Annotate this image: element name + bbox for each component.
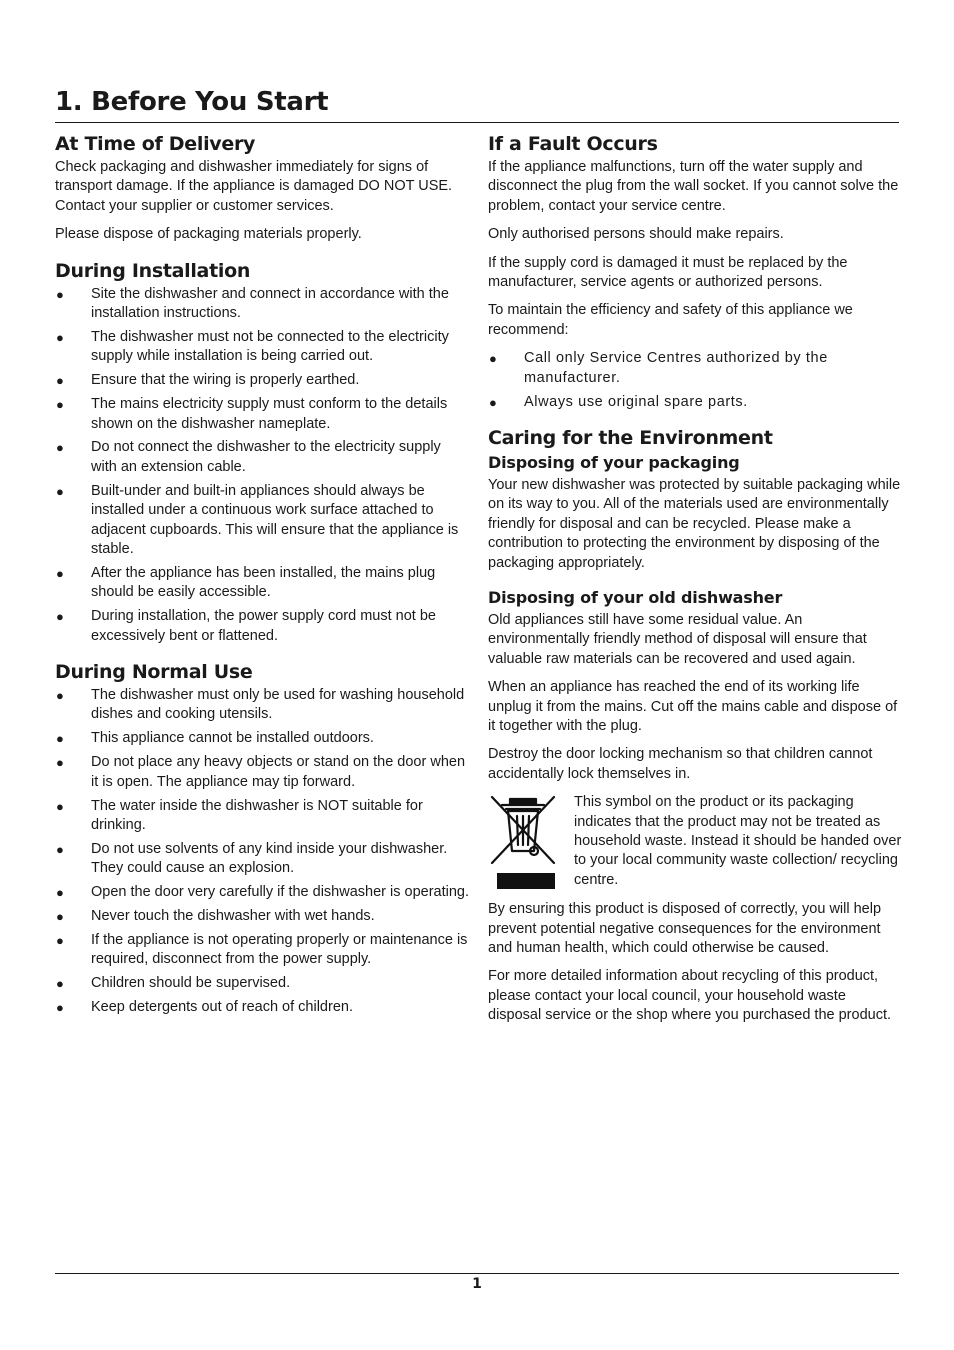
bullet-icon: ● xyxy=(56,1000,64,1016)
installation-list xyxy=(55,285,469,646)
list-item xyxy=(55,729,469,748)
weee-symbol-block xyxy=(488,793,902,891)
bullet-icon: ● xyxy=(56,373,64,389)
fault-paragraph: If the appliance malfunctions, turn off the water supply and disconnect the plug from the wall socket. If you cannot solve the problem, contact your service centre. xyxy=(488,159,899,214)
list-item xyxy=(55,686,469,725)
old-dishwasher-paragraph: When an appliance has reached the end of its working life unplug it from the mains. Cut off the mains cable and dispose of it together with the plug. xyxy=(488,679,898,735)
bullet-icon: ● xyxy=(56,755,64,771)
bullet-icon: ● xyxy=(56,565,64,581)
section-caring-for-the-environment xyxy=(488,426,902,1026)
bullet-icon: ● xyxy=(56,933,64,948)
bullet-icon: ● xyxy=(56,731,64,747)
list-item-text: Built-under and built-in appliances should always be installed under a continuous work surface attached to adjacent cupboards. This will ensure that the appliance is stable. xyxy=(91,482,459,557)
list-item-text: Site the dishwasher and connect in accordance with the installation instructions. xyxy=(91,285,449,322)
fault-paragraph: If the supply cord is damaged it must be replaced by the manufacturer, service agents or authorized persons. xyxy=(488,254,848,291)
bullet-icon: ● xyxy=(56,609,64,625)
list-item-text: Ensure that the wiring is properly earthed. xyxy=(91,372,360,389)
list-item-text: The dishwasher must not be connected to the electricity supply while installation is being carried out. xyxy=(91,328,449,365)
list-item xyxy=(55,931,469,970)
list-item-text: This appliance cannot be installed outdoors. xyxy=(91,730,374,747)
delivery-paragraph: Check packaging and dishwasher immediately for signs of transport damage. If the appliance is damaged DO NOT USE. Contact your supplier or customer services. xyxy=(55,159,453,214)
list-item-text: Do not place any heavy objects or stand on the door when it is open. The appliance may tip forward. xyxy=(91,754,466,790)
bullet-icon: ● xyxy=(56,483,64,499)
installation-heading: During Installation xyxy=(55,259,251,282)
list-item xyxy=(55,607,469,646)
fault-paragraph: Only authorised persons should make repairs. xyxy=(488,226,784,243)
section-during-normal-use xyxy=(55,660,469,1018)
crossed-out-wheelie-bin-icon xyxy=(488,793,558,891)
list-item xyxy=(55,753,469,792)
bullet-icon: ● xyxy=(56,909,64,925)
list-item-text: During installation, the power supply cord must not be excessively bent or flattened. xyxy=(91,608,436,644)
bullet-icon: ● xyxy=(56,841,64,857)
delivery-heading: At Time of Delivery xyxy=(55,133,256,155)
bullet-icon: ● xyxy=(56,286,64,302)
list-item xyxy=(55,482,469,560)
bullet-icon: ● xyxy=(489,394,498,410)
list-item-text: Keep detergents out of reach of children. xyxy=(91,999,353,1016)
list-item-text: Never touch the dishwasher with wet hands. xyxy=(91,908,375,925)
old-dishwasher-subheading: Disposing of your old dishwasher xyxy=(488,588,783,607)
list-item-text: Always use original spare parts. xyxy=(524,393,748,410)
list-item xyxy=(55,371,469,390)
footer-divider xyxy=(55,1273,899,1274)
bullet-icon: ● xyxy=(56,976,64,992)
list-item-text: Call only Service Centres authorized by the manufacturer. xyxy=(524,350,828,386)
list-item xyxy=(55,564,469,603)
packaging-paragraph: Your new dishwasher was protected by suitable packaging while on its way to you. All of the materials used are environmentally friendly for disposal and can be recycled. Please make a contribution to protecting the environment by disposing of the packaging appropriately. xyxy=(488,476,901,571)
list-item-text: Children should be supervised. xyxy=(91,975,291,992)
list-item xyxy=(55,883,469,902)
list-item xyxy=(488,349,902,388)
right-column xyxy=(488,132,902,1036)
list-item xyxy=(55,974,469,993)
old-dishwasher-paragraph: Old appliances still have some residual value. An environmentally friendly method of disposal will ensure that valuable raw materials can be recovered and used again. xyxy=(488,612,867,667)
list-item xyxy=(55,797,469,836)
section-at-time-of-delivery xyxy=(55,132,469,245)
delivery-paragraph: Please dispose of packaging materials properly. xyxy=(55,226,362,243)
list-item xyxy=(55,998,469,1017)
closing-paragraph: By ensuring this product is disposed of correctly, you will help prevent potential negative consequences for the environment and human health, which could otherwise be caused. xyxy=(488,901,882,957)
list-item-text: The water inside the dishwasher is NOT suitable for drinking. xyxy=(91,797,423,833)
symbol-description: This symbol on the product or its packaging indicates that the product may not be treated as household waste. Instead it should be handed over to your local community waste collection/ recycling centre. xyxy=(574,794,902,888)
closing-paragraph: For more detailed information about recycling of this product, please contact your local council, your household waste disposal service or the shop where you purchased the product. xyxy=(488,968,892,1024)
normal-use-list xyxy=(55,686,469,1018)
list-item-text: After the appliance has been installed, the mains plug should be easily accessible. xyxy=(91,564,436,601)
bullet-icon: ● xyxy=(56,798,64,814)
bullet-icon: ● xyxy=(56,440,64,456)
list-item-text: Open the door very carefully if the dishwasher is operating. xyxy=(91,884,470,901)
page-title: 1. Before You Start xyxy=(55,84,899,123)
left-column xyxy=(55,132,469,1028)
list-item xyxy=(55,907,469,926)
section-during-installation xyxy=(55,259,469,646)
bullet-icon: ● xyxy=(56,688,64,704)
list-item-text: The dishwasher must only be used for washing household dishes and cooking utensils. xyxy=(91,687,465,723)
list-item xyxy=(55,328,469,367)
fault-paragraph: To maintain the efficiency and safety of this appliance we recommend: xyxy=(488,302,853,338)
list-item xyxy=(55,285,469,324)
bullet-icon: ● xyxy=(489,351,498,367)
list-item xyxy=(55,840,469,879)
bullet-icon: ● xyxy=(56,885,64,901)
list-item xyxy=(55,438,469,477)
list-item-text: The mains electricity supply must conform to the details shown on the dishwasher nameplate. xyxy=(91,396,448,432)
fault-recommend-list xyxy=(488,349,902,412)
list-item xyxy=(488,393,902,412)
section-if-a-fault-occurs xyxy=(488,132,902,412)
fault-heading: If a Fault Occurs xyxy=(488,133,658,155)
packaging-subheading: Disposing of your packaging xyxy=(488,452,740,472)
old-dishwasher-paragraph: Destroy the door locking mechanism so that children cannot accidentally lock themselves in. xyxy=(488,746,873,782)
list-item-text: Do not connect the dishwasher to the electricity supply with an extension cable. xyxy=(91,439,441,475)
list-item-text: If the appliance is not operating properly or maintenance is required, disconnect from the power supply. xyxy=(91,932,468,968)
bullet-icon: ● xyxy=(56,397,64,413)
normal-use-heading: During Normal Use xyxy=(55,661,253,684)
list-item xyxy=(55,395,469,434)
bullet-icon: ● xyxy=(56,329,64,345)
page-number: 1 xyxy=(472,1276,482,1292)
list-item-text: Do not use solvents of any kind inside your dishwasher. They could cause an explosion. xyxy=(91,840,448,877)
environment-heading: Caring for the Environment xyxy=(488,426,773,449)
